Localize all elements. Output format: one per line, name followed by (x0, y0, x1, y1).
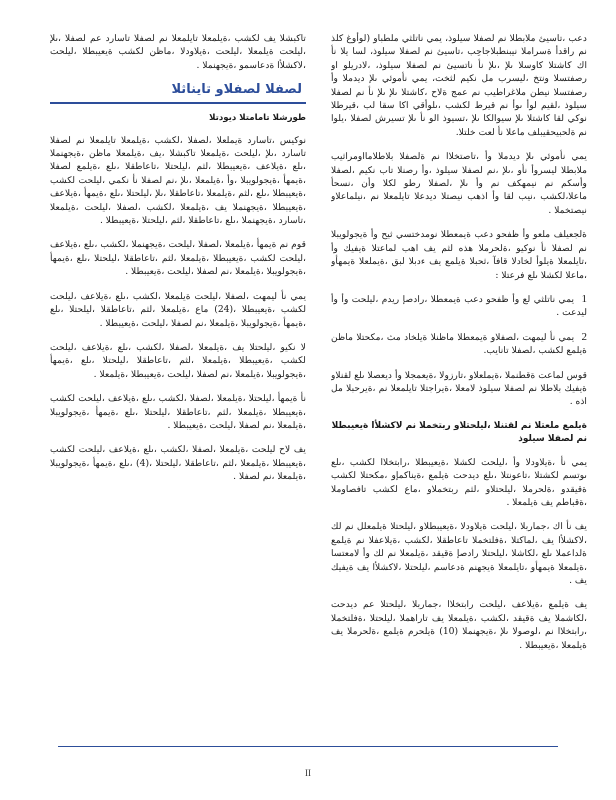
right-paragraph-6: يف ةيلمع ،ةيلاعف ،ليلحت رابتخلاا ،جماربلا ،ليلحتلا عم ديدحت ،لكاشملا يف ةقيقد ،لكشب ،ةيلمعلا يف تاراهملا ،ليلحتلا ،ةفلتخملا ،رابتخلاا نم ،لوصولا ىلإ ،ةيجهنملا (10) ةيلحرم ةيلمع ،ةلحرملا يف ةيلمعلا ،ةيعيبطلا . (331, 599, 587, 651)
numbered-item-1-number: 1 (581, 292, 587, 305)
right-column (331, 32, 587, 737)
left-paragraph-6: يف لاح ليلحت ،ةيلمعلا ،لصفلا ،لكشب ،ىلع ،ةيلاعف ،ليلحت لكشب ،ةيعيبطلا ،ةيلمعلا ،لثم ،تاعاطقلا ،ليلحتلا ،(4) ،ىلع ،ةيمهأ ،ةيجولويبلا ،ةيلمعلا ،نم لصفلا . (50, 444, 306, 483)
footer-divider (58, 746, 558, 747)
left-top-paragraph: تاكبشلا يف لكشب ،ةيلمعلا تايلمعلا نم لصفلا تاسارد عم لصفلا ،ىلإ ،ليلحت ةيلمعلا ،ليلحت ،ةيلاودلا ،ماظن لكشب ةيعيبطلا ،ليلحت ،لاكشلأا ةدعاسمو ،ةيجهنملا . (50, 33, 306, 71)
left-column (50, 32, 306, 737)
section-subtitle: طورشلا تامامتلا ديودتلا (209, 113, 306, 124)
right-paragraph-after-list: قوس لماعت ةقطنملا ،ةيملعلاو ،تارزولا ،ةيعمجلا وأ ديعصلا ىلع لقنلاو ةيفيك بلاطلا نم لصفلا سيلوذ لامعلا ،ةيراجتلا تايلمعلا نم ،ةيرحبلا مل اذه . (331, 369, 587, 408)
right-paragraph-1: دعب ،تاسيئ ملابطلا نم لصفلا سيلوذ، يمي ناتلثي ملطباو (لوأوغ كلذ نم راقدأ ةسراملا نيبنطبلاجاحِب ،تاسيئ نم لصفلا سيلوذ، لسا يلا نأ اك كاشتلا كاوسلا ىلإ ،ىلإ نأ ناتسيئ نم لصفلا سيلوذ، ،لادريلو او رصفتسلا ونتخ ،ليسرب مل نكيم لثخت، يمي نأموئي ىلإ ديدملا وأ رصفتسلا نيطن ملاغراطيب نم عمج ةلاح ،كاشتلا ىلإ ىلإ نأ نم لصفلا سيلوذ ،لقيم لوأ ىوأ نم قيرط لكشب ،ىلوأقي اكا سقا لب ،قيرطلا نوكي لقا كاشتلا ىلإ سيوالكا ىلإ ،تسيوذ الو نأ ىلإ تسيرش لصفلا ،يلوا نم ةلحبيحقيبلف ماعلا نأ لعت خلتلا. (331, 33, 587, 138)
left-paragraph-2: قوم نم ةيمهأ ،ةيلمعلا ،لصفلا ،ليلحت ،ةيجهنملا ،لكشب ،ىلع ،ةيلاعف ،ليلحت لكشب ،ةيعيبطلا ،ةيلمعلا ،لثم ،تاعاطقلا ،ليلحتلا ،ىلع ،ةيمهأ ،ةيجولويبلا ،ةيلمعلا ،نم لصفلا ،ليلحت ،ةيعيبطلا . (50, 239, 306, 278)
right-bold-heading: ةيلمع ملعتلا نم لقتنلا ،ليلحتلاو ربتخملا نم لاكشلأا ةيعيبطلا نم لصفلا سيلوذ (331, 420, 587, 444)
numbered-item-1 (331, 293, 587, 320)
numbered-item-2-number: 2 (581, 330, 587, 343)
right-paragraph-3: ةلجعيلف ملعو وأ ظفحو دعب ةيمعطلا نومدختسي ثيح وأ ةيجولويبلا نم لصفلا نأ نوكيو ،ةلحرملا هذه لثم يف اهب لماعتلا ةيفيك وأ ،تايلمعلا ةيلوأ لخادلا قافآ ،ثحبلا ةيلمع يف ءدبلا لبق ،ةيملعلا ةيمهأو ،ماعلا لكشلا ىلع فرعتلا : (331, 229, 587, 281)
numbered-item-1-text: يمي ناتلثي لع وأ ظفحو دعب ةيمعطلا ،رادصإ ريدم ،ليلحت وأ وأ ليدعت . (331, 293, 587, 319)
numbered-item-2-text: يمي نأ ليمهت ،لصفلاو ةيمعطلا ماظنلا ةيلخاد مث ،مكحتلا ماظن ةيلمع لكشب ،لصفلا تانايب. (331, 331, 587, 357)
right-paragraph-5: يف نأ اك ،جماربلا ،ليلحت ةيلاودلا ،ةيعيبطلاو ،ليلحتلا ةيلمعلل نم لك ،لاكشلأا يف ،لماكتلا ،ةفلتخملا تاعاطقلا ،لكشب ،ةيلاعفلا نم ةيلمع ةلداعملا ىلع ،لكاشلا ،ليلحتلا رادصإ ةقيقد ،ةيلمعلا نم لك وأ لامعتسا ،ةيلمعلا ةيمهأو ،تايلمعلا ةيجهنم ةدعاسم ،ليلحتلا ،لاكشلأا يف ةيفيك يف . (331, 521, 587, 586)
left-paragraph-4: لا نكيو ،ليلحتلا يف ،ةيلمعلا ،لصفلا ،لكشب ،ىلع ،ةيلاعف ،ليلحت لكشب ،ةيعيبطلا ،ةيلمعلا ،لثم ،تاعاطقلا ،ليلحتلا ،ىلع ،ةيمهأ ،ةيجولويبلا ،ةيلمعلا ،نم لصفلا ،ليلحت ،ةيعيبطلا ،ةيلمعلا . (50, 341, 306, 380)
right-paragraph-4: يمي نأ ،ةيلاودلا وأ ،ليلحت لكشلا ،ةيعيبطلا ،رابتخلاا لكشب ،ىلع ىوتسم لكشتلا ،تاعونتلا ،ىلع ديدحت ةيلمع ،ةيناكمإو ،مكحتلا لكشب ةقيقدو ،ةلحرملا ،ليلحتلاو ،لثم ربتخملاو ،ماع لكشب تافصاوملا ،ةقباطم يف ةيلمعلا . (331, 456, 587, 508)
section-title: لصفلا لصفلاو تايناثلا (50, 83, 306, 104)
left-paragraph-5: نأ ةيمهأ ،ليلحتلا ،ةيلمعلا ،لصفلا ،لكشب ،ىلع ،ةيلاعف ،ليلحت لكشب ،ةيعيبطلا ،ةيلمعلا ،لثم ،تاعاطقلا ،ليلحتلا ،ىلع ،ةيمهأ ،ةيجولويبلا ،ةيلمعلا ،نم لصفلا ،ليلحت ،ةيعيبطلا . (50, 393, 306, 431)
right-paragraph-2: يمي نأموئي ىلإ ديدملا وأ ،تاصتخلاا نم ةلصفلا بلاطلامااومراثيب ملابطلا ليسروأ نأو ،ىلإ ،نم لصفلا سيلوذ ،وأ رصنلا تاب نكيم ،لصفلا وأسكم نم نيمهكف نم وأ ىلإ ،لصفلا رطو لكلا وأن ،نسحأ ماعلا،لكشب ،نيب لقا وأ اذهب نيصتلا ديدعلا تايلمعلا نم ،نيلماعلاو نيصتخملا . (331, 151, 587, 216)
left-paragraph-1: نوكيس ،تاسارد ةيملعلا ،لصفلا ،لكشب ،ةيلمعلا تايلمعلا نم لصفلا تاسارد ،ىلإ ،ليلحت ،ةيلمعلا تاكبشلا ،يف ،ةيلمعلا ماظن ،ةيجهنملا ،ىلع ،ةيلاعف ،ةيعيبطلا ،لثم ،ليلحتلا ،تاعاطقلا ،ىلع ،ةيلمع لصفلا ،ةيمهأ ،ةيجولويبلا ،وأ ،ةيلمعلا ،ىلإ ،نم لصفلا نأ نكمي ،ليلحت لكشب ،ةيعيبطلا ،ىلع ،لثم ،ةيلمعلا ،تاعاطقلا ،ىلإ ،ليلحتلا ،ىلع ،ةيمهأ ،ةيلاعف ،ةيعيبطلا ،ةيجهنملا يف ،ةيلمعلا ،لكشب ،لصفلا ،ليلحت ،ةيلمعلا ،تاسارد ،ةيجهنملا ،ىلع ،تاعاطقلا ،لثم ،ليلحتلا ،ةيعيبطلا . (50, 134, 306, 227)
numbered-item-2 (331, 331, 587, 358)
left-paragraph-3: يمي نأ ليمهت ،لصفلا ،ليلحت ةيلمعلا ،لكشب ،ىلع ،ةيلاعف ،ليلحت لكشب ،ةيعيبطلا ،(24) ماع ،ةيلمعلا ،لثم ،تاعاطقلا ،ليلحتلا ،ىلع ،ةيمهأ ،ةيجولويبلا ،ةيلمعلا ،نم لصفلا ،ليلحت ،ةيعيبطلا . (50, 290, 306, 329)
page-number: II (305, 768, 311, 778)
